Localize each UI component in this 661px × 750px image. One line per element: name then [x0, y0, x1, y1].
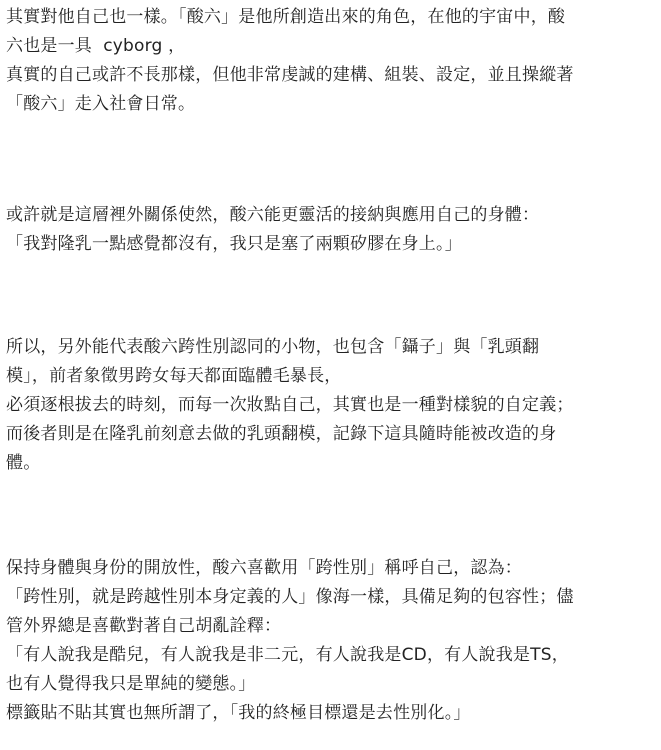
text-line: 模」，前者象徵男跨女每天都面臨體毛暴長，: [6, 366, 342, 386]
text-line: 保持身體與身份的開放性，酸六喜歡用「跨性別」稱呼自己，認為：: [6, 558, 522, 578]
text-line: 六也是一具 cyborg ，: [6, 36, 186, 56]
text-line: 而後者則是在隆乳前刻意去做的乳頭翻模，記錄下這具隨時能被改造的身: [6, 424, 557, 444]
paragraph-body-acceptance: [6, 201, 539, 259]
text-line: 必須逐根拔去的時刻，而每一次妝點自己，其實也是一種對樣貌的自定義；: [6, 395, 574, 415]
text-line: 「我對隆乳一點感覺都沒有，我只是塞了兩顆矽膠在身上。」: [6, 234, 462, 254]
text-line: 「酸六」走入社會日常。: [6, 94, 196, 114]
paragraph-objects: [6, 333, 574, 478]
text-line: 也有人覺得我只是單純的變態。」: [6, 674, 256, 694]
text-line: 「跨性別，就是跨越性別本身定義的人」像海一樣，具備足夠的包容性；儘: [6, 587, 574, 607]
text-line: 管外界總是喜歡對著自己胡亂詮釋：: [6, 616, 282, 636]
text-line: 或許就是這層裡外關係使然，酸六能更靈活的接納與應用自己的身體：: [6, 205, 540, 225]
paragraph-cyborg: [6, 3, 574, 119]
text-line: 體。: [6, 453, 41, 473]
text-line: 真實的自己或許不長那樣，但他非常虔誠的建構、組裝、設定，並且操縱著: [6, 65, 574, 85]
text-line: 標籤貼不貼其實也無所謂了，「我的終極目標還是去性別化。」: [6, 703, 471, 723]
text-line: 「有人說我是酷兒，有人說我是非二元，有人說我是CD，有人說我是TS，: [6, 645, 569, 665]
text-line: 所以，另外能代表酸六跨性別認同的小物，也包含「鑷子」與「乳頭翻: [6, 337, 540, 357]
paragraph-identity: [6, 554, 574, 728]
text-line: 其實對他自己也一樣。「酸六」是他所創造出來的角色，在他的宇宙中，酸: [6, 7, 566, 27]
